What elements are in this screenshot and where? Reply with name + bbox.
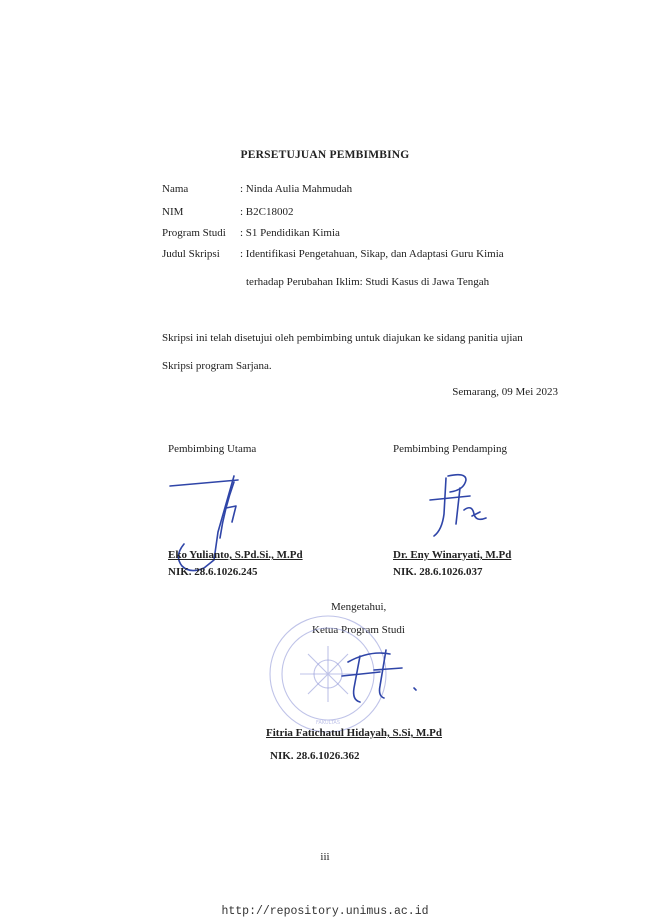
nama-value: : Ninda Aulia Mahmudah [240, 183, 353, 195]
pembimbing-utama-name: Eko Yulianto, S.Pd.Si., M.Pd [168, 549, 303, 561]
prodi-value: : S1 Pendidikan Kimia [240, 227, 340, 239]
mengetahui-label: Mengetahui, [331, 601, 387, 613]
ketua-name: Fitria Fatichatul Hidayah, S.Si, M.Pd [266, 727, 443, 739]
ketua-signature [330, 640, 430, 710]
ketua-role: Ketua Program Studi [312, 624, 405, 636]
svg-text:FAKULTAS: FAKULTAS [316, 720, 340, 726]
footer-url[interactable]: http://repository.unimus.ac.id [221, 905, 429, 918]
ketua-nik: NIK. 28.6.1026.362 [270, 750, 360, 762]
pembimbing-utama-role: Pembimbing Utama [168, 443, 257, 455]
nim-label: NIM [162, 206, 184, 218]
page-number: iii [320, 851, 330, 863]
judul-label: Judul Skripsi [162, 248, 220, 260]
pembimbing-pendamping-nik: NIK. 28.6.1026.037 [393, 566, 483, 578]
pembimbing-pendamping-role: Pembimbing Pendamping [393, 443, 507, 455]
pembimbing-pendamping-name: Dr. Eny Winaryati, M.Pd [393, 549, 512, 561]
nim-value: : B2C18002 [240, 206, 294, 218]
statement-line2: Skripsi program Sarjana. [162, 360, 272, 372]
judul-value-line2: terhadap Perubahan Iklim: Studi Kasus di Jawa Tengah [246, 276, 490, 288]
prodi-label: Program Studi [162, 227, 226, 239]
place-date: Semarang, 09 Mei 2023 [452, 386, 558, 398]
judul-value-line1: : Identifikasi Pengetahuan, Sikap, dan Adaptasi Guru Kimia [240, 248, 504, 260]
statement-line1: Skripsi ini telah disetujui oleh pembimbing untuk diajukan ke sidang panitia ujian [162, 332, 523, 344]
pembimbing-utama-signature [160, 470, 270, 580]
pembimbing-pendamping-signature [420, 470, 500, 550]
nama-label: Nama [162, 183, 189, 195]
page-title: PERSETUJUAN PEMBIMBING [240, 149, 410, 161]
pembimbing-utama-nik: NIK. 28.6.1026.245 [168, 566, 258, 578]
